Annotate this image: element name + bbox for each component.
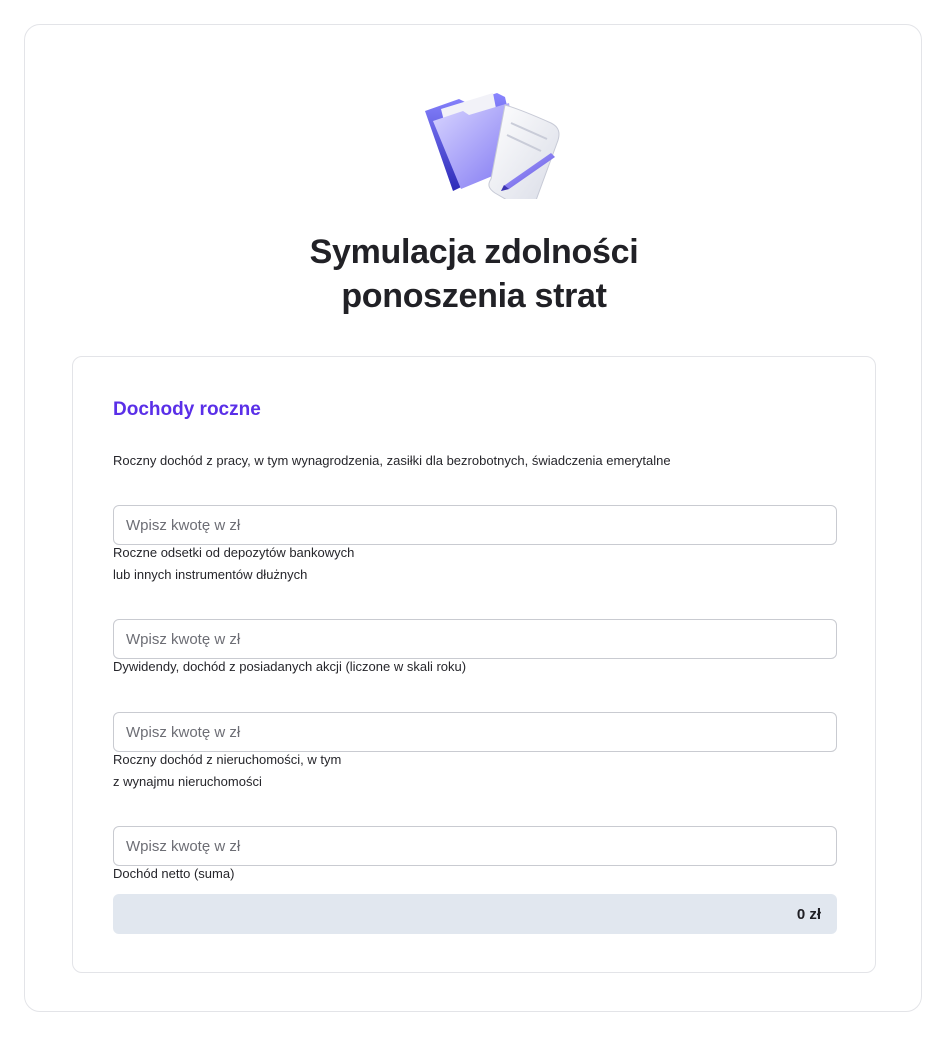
property-income-label-line-2: z wynajmu nieruchomości xyxy=(113,774,262,789)
interest-income-label-line-1: Roczne odsetki od depozytów bankowych xyxy=(113,545,355,560)
folder-with-documents-and-pen-icon xyxy=(401,69,561,199)
work-income-label-line: Roczny dochód z pracy, w tym wynagrodzenia, zasiłki dla bezrobotnych, świadczenia emerytalne xyxy=(113,453,671,468)
interest-income-input[interactable] xyxy=(113,619,837,659)
property-income-label-line-1: Roczny dochód z nieruchomości, w tym xyxy=(113,752,342,767)
dividend-income-label xyxy=(113,656,466,678)
property-income-input[interactable] xyxy=(113,826,837,866)
work-income-input[interactable] xyxy=(113,505,837,545)
interest-income-label-line-2: lub innych instrumentów dłużnych xyxy=(113,567,308,582)
net-income-label-text: Dochód netto (suma) xyxy=(113,866,235,881)
simulation-card xyxy=(24,24,922,1012)
dividend-income-input[interactable] xyxy=(113,712,837,752)
section-title: Dochody roczne xyxy=(113,399,261,420)
dividend-income-label-line: Dywidendy, dochód z posiadanych akcji (liczone w skali roku) xyxy=(113,659,467,674)
net-income-value: 0 zł xyxy=(796,905,821,923)
page-title-line-2: ponoszenia strat xyxy=(341,277,607,315)
work-income-label xyxy=(113,450,671,472)
page-title-line-1: Symulacja zdolności xyxy=(309,233,639,271)
annual-income-form xyxy=(72,356,876,973)
page-title xyxy=(25,230,923,318)
net-income-label xyxy=(113,863,234,885)
interest-income-label xyxy=(113,542,354,586)
net-income-sum xyxy=(113,894,837,934)
property-income-label xyxy=(113,749,341,793)
